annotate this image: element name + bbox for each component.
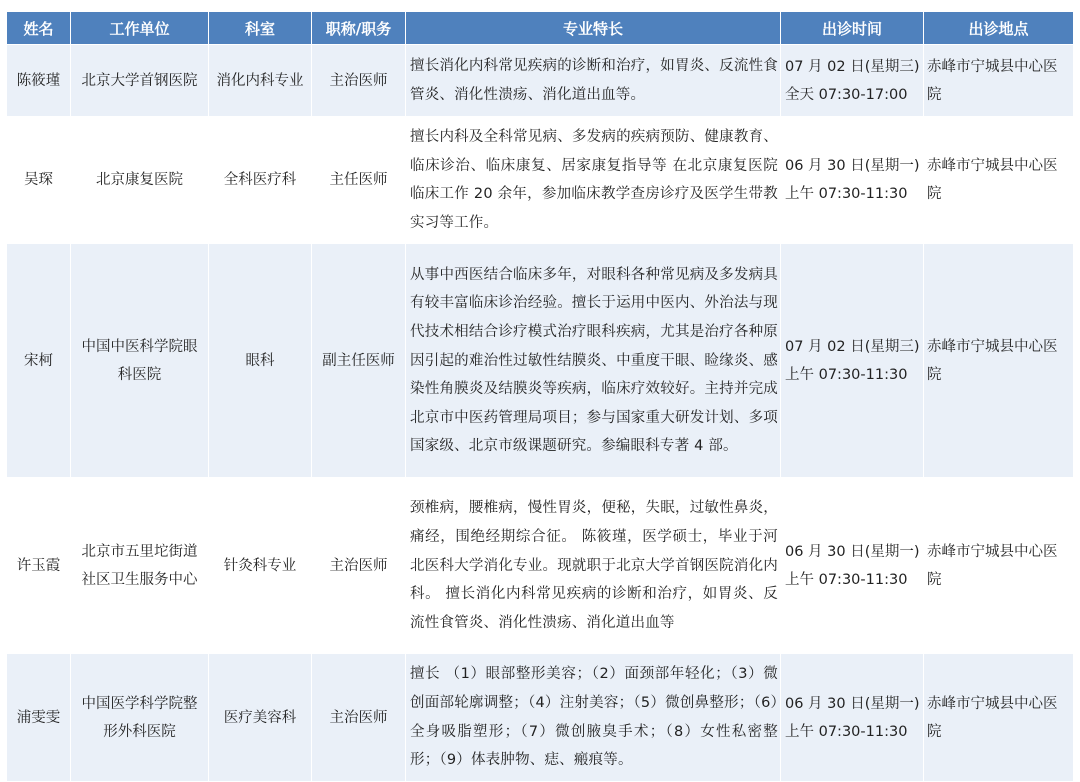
table-row — [7, 654, 1074, 781]
header-row — [7, 12, 1074, 45]
job-title: 主任医师 — [312, 117, 406, 244]
work-unit: 北京大学首钢医院 — [71, 45, 209, 117]
visit-time: 07 月 02 日(星期三) 全天 07:30-17:00 — [781, 45, 924, 117]
visit-time: 06 月 30 日(星期一) 上午 07:30-11:30 — [781, 478, 924, 654]
department: 消化内科专业 — [209, 45, 312, 117]
specialty: 从事中西医结合临床多年，对眼科各种常见病及多发病具有较丰富临床诊治经验。擅长于运用中医内、外治法与现代技术相结合诊疗模式治疗眼科疾病，尤其是治疗各种原因引起的难治性过敏性结膜炎、中重度干眼、睑缘炎、感染性角膜炎及结膜炎等疾病，临床疗效较好。主持并完成北京市中医药管理局项目；参与国家重大研发计划、多项国家级、北京市级课题研究。参编眼科专著 4 部。 — [406, 244, 781, 478]
visit-location: 赤峰市宁城县中心医院 — [924, 478, 1074, 654]
doctor-schedule-table — [6, 11, 1074, 782]
header-dept: 科室 — [209, 12, 312, 45]
specialty: 颈椎病，腰椎病，慢性胃炎，便秘，失眠，过敏性鼻炎，痛经，围绝经期综合征。 陈筱瑾，医学硕士，毕业于河北医科大学消化专业。现就职于北京大学首钢医院消化内科。 擅长消化内科常见疾病的诊断和治疗，如胃炎、反流性食管炎、消化性溃疡、消化道出血等 — [406, 478, 781, 654]
visit-location: 赤峰市宁城县中心医院 — [924, 654, 1074, 781]
work-unit: 北京康复医院 — [71, 117, 209, 244]
table-row — [7, 45, 1074, 117]
doctor-name: 许玉霞 — [7, 478, 71, 654]
doctor-name: 陈筱瑾 — [7, 45, 71, 117]
doctor-name: 宋柯 — [7, 244, 71, 478]
header-unit: 工作单位 — [71, 12, 209, 45]
specialty: 擅长内科及全科常见病、多发病的疾病预防、健康教育、临床诊治、临床康复、居家康复指导等 在北京康复医院临床工作 20 余年，参加临床教学查房诊疗及医学生带教实习等工作。 — [406, 117, 781, 244]
visit-location: 赤峰市宁城县中心医院 — [924, 45, 1074, 117]
department: 医疗美容科 — [209, 654, 312, 781]
department: 针灸科专业 — [209, 478, 312, 654]
doctor-name: 浦雯雯 — [7, 654, 71, 781]
doctor-name: 吴琛 — [7, 117, 71, 244]
job-title: 主治医师 — [312, 478, 406, 654]
work-unit: 中国医学科学院整形外科医院 — [71, 654, 209, 781]
job-title: 主治医师 — [312, 45, 406, 117]
job-title: 主治医师 — [312, 654, 406, 781]
table-row — [7, 117, 1074, 244]
header-name: 姓名 — [7, 12, 71, 45]
specialty: 擅长 （1）眼部整形美容；（2）面颈部年轻化；（3）微创面部轮廓调整；（4）注射美容；（5）微创鼻整形；（6）全身吸脂塑形；（7）微创腋臭手术；（8）女性私密整形；（9）体表肿物、痣、瘢痕等。 — [406, 654, 781, 781]
visit-location: 赤峰市宁城县中心医院 — [924, 117, 1074, 244]
department: 全科医疗科 — [209, 117, 312, 244]
table-row — [7, 244, 1074, 478]
header-location: 出诊地点 — [924, 12, 1074, 45]
visit-time: 06 月 30 日(星期一) 上午 07:30-11:30 — [781, 117, 924, 244]
header-specialty: 专业特长 — [406, 12, 781, 45]
visit-time: 07 月 02 日(星期三) 上午 07:30-11:30 — [781, 244, 924, 478]
visit-time: 06 月 30 日(星期一) 上午 07:30-11:30 — [781, 654, 924, 781]
work-unit: 北京市五里坨街道社区卫生服务中心 — [71, 478, 209, 654]
table-row — [7, 478, 1074, 654]
header-title: 职称/职务 — [312, 12, 406, 45]
work-unit: 中国中医科学院眼科医院 — [71, 244, 209, 478]
job-title: 副主任医师 — [312, 244, 406, 478]
department: 眼科 — [209, 244, 312, 478]
specialty: 擅长消化内科常见疾病的诊断和治疗，如胃炎、反流性食管炎、消化性溃疡、消化道出血等。 — [406, 45, 781, 117]
visit-location: 赤峰市宁城县中心医院 — [924, 244, 1074, 478]
schedule-table-wrapper — [6, 11, 1074, 782]
header-time: 出诊时间 — [781, 12, 924, 45]
